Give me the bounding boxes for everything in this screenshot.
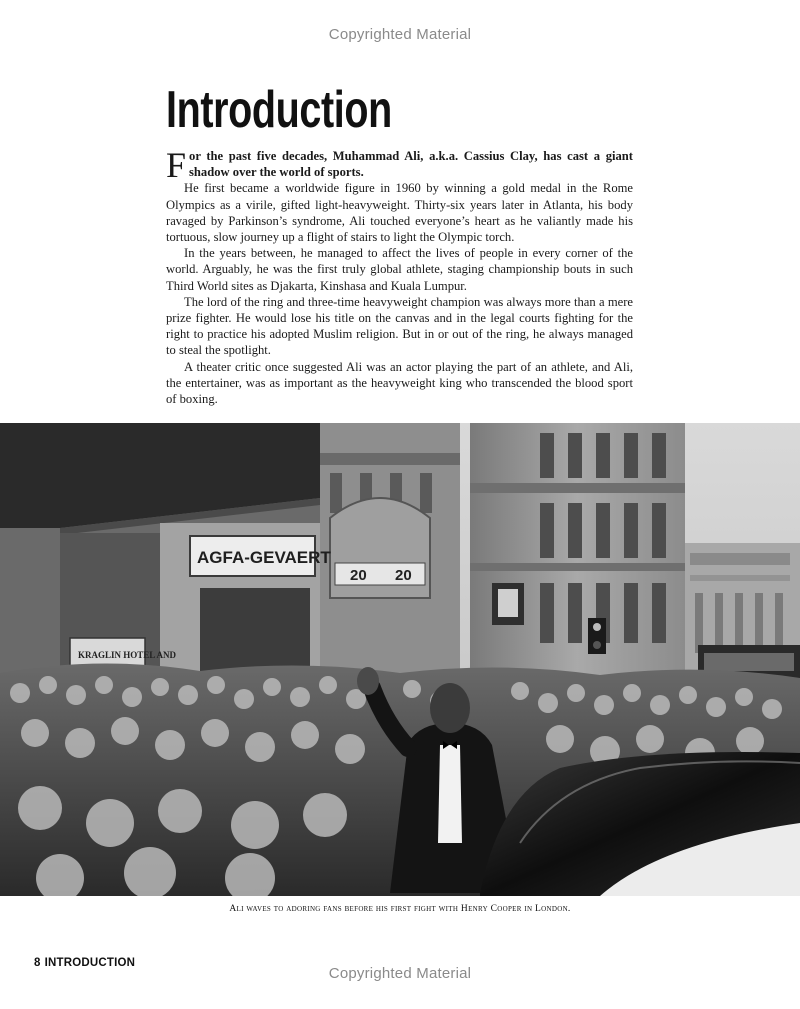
photo-caption: Ali waves to adoring fans before his first fight with Henry Cooper in London. [229,904,571,914]
drop-cap: F [166,145,187,185]
paragraph-4: A theater critic once suggested Ali was an actor playing the part of an athlete, and Ali, the entertainer, was as important as the heavyweight king who transcended the blood sport of boxing. [166,359,633,407]
paragraph-1: He first became a worldwide figure in 1960 by winning a gold medal in the Rome Olympics as a virile, gifted light-heavyweight. Thirty-six years later in Atlanta, his body ravaged by Parkinson’s syndrome, Ali touched everyone’s heart as he valiantly made his tortuous, slow journey up a flight of stairs to light the Olympic torch. [166,181,633,245]
lead-paragraph [166,145,633,185]
sign-number-left: 20 [350,567,367,584]
sign-number-right: 20 [395,567,412,584]
watermark-top: Copyrighted Material [328,26,472,43]
paragraph-2: In the years between, he managed to affect the lives of people in every corner of the world. Arguably, he was the first truly global athlete, staging championship bouts in such Third World sites as Djakarta, Kinshasa and Kuala Lumpur. [166,246,633,293]
running-section: INTRODUCTION [44,957,136,969]
body-text [166,145,633,407]
ali-street-photo [0,423,800,896]
lead-text: or the past five decades, Muhammad Ali, a.k.a. Cassius Clay, has cast a giant shadow over the world of sports. [189,149,633,180]
sign-agfa: AGFA-GEVAERT [197,548,331,567]
sign-hotel: KRAGLIN HOTEL AND [78,650,177,660]
watermark-bottom: Copyrighted Material [328,965,472,982]
paragraph-3: The lord of the ring and three-time heavyweight champion was always more than a mere prize fighter. He would lose his title on the canvas and in the legal courts fighting for the right to practice his adopted Muslim religion. But in or out of the ring, he always managed to steal the spotlight. [166,294,633,358]
page-number: 8 [34,957,41,969]
photo-illustration [0,423,800,896]
chapter-title: Introduction [166,81,392,139]
